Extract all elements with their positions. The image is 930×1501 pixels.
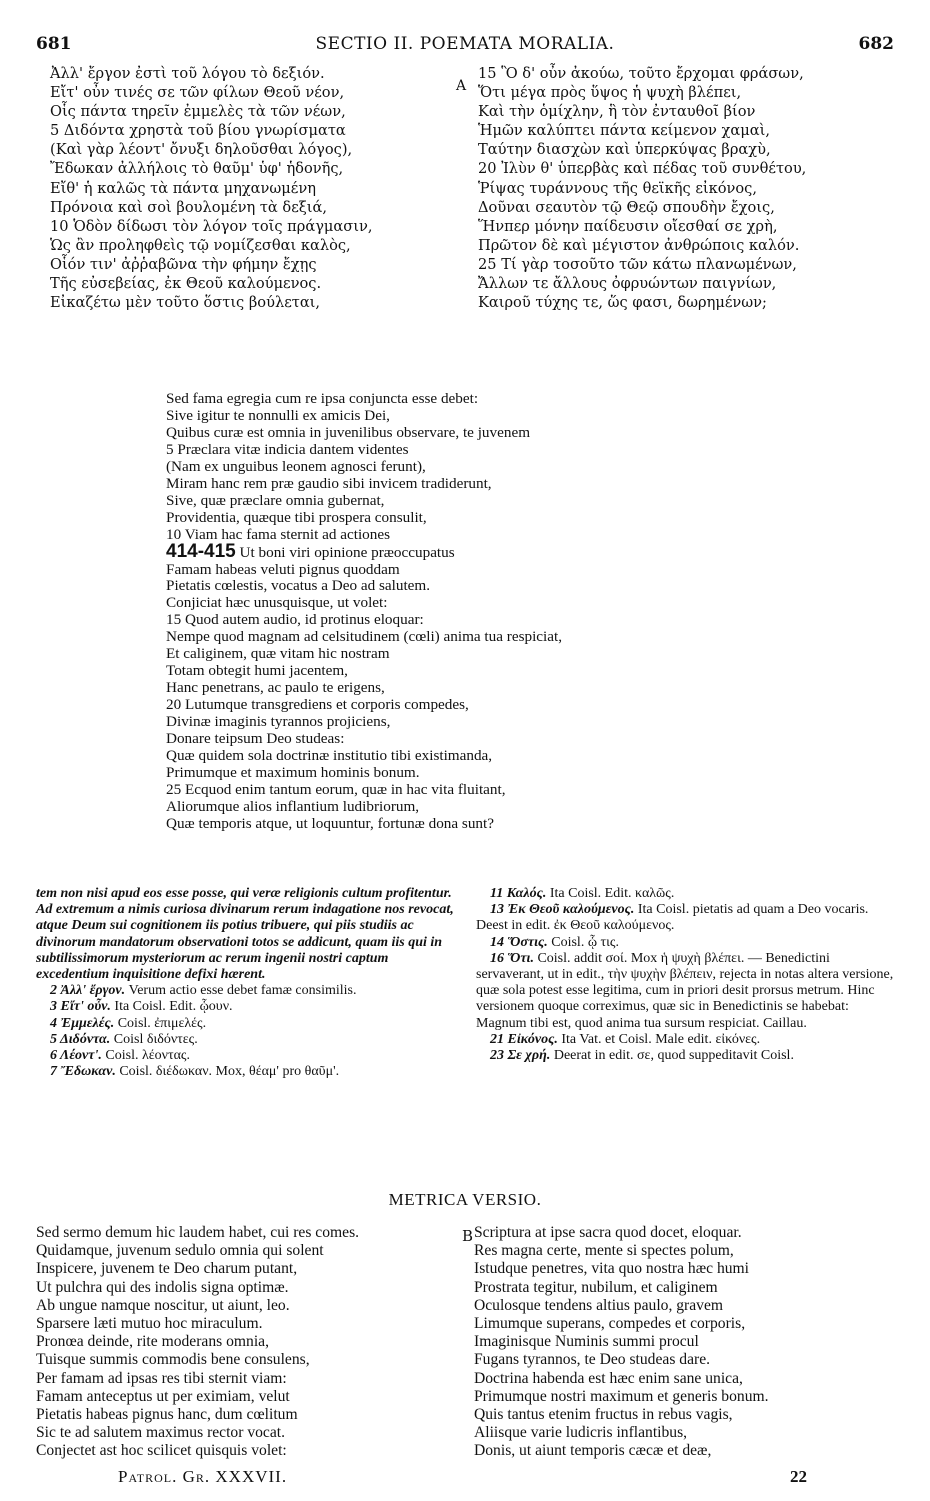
note-lemma: 14 Ὅστις. bbox=[490, 934, 548, 950]
metrica-verse-line: Fugans tyrannos, te Deo studeas dare. bbox=[474, 1351, 711, 1369]
latin-verse-line: 5 Præclara vitæ indicia dantem videntes bbox=[166, 440, 409, 458]
metrica-verse-line: Limumque superans, compedes et corporis, bbox=[474, 1315, 746, 1333]
latin-verse-line: Quæ temporis atque, ut loquuntur, fortunæ dona sunt? bbox=[166, 814, 494, 832]
latin-verse-line: Sed fama egregia cum re ipsa conjuncta esse debet: bbox=[166, 390, 479, 407]
latin-verse-line: 10 Viam hac fama sternit ad actiones bbox=[166, 525, 391, 543]
latin-verse-line: Sive igitur te nonnulli ex amicis Dei, bbox=[166, 406, 390, 424]
note-text: Ita Coisl. pietatis ad quam a Deo vocaris. Deest in edit. ἐκ Θεοῦ καλούμενος. bbox=[476, 902, 869, 934]
greek-verse-line: Ἔδωκαν ἀλλήλοις τὸ θαῦμ' ὑφ' ἡδονῆς, bbox=[50, 160, 344, 178]
greek-verse-line: 20 Ἰλὺν θ' ὑπερβὰς καὶ πέδας τοῦ συνθέτου, bbox=[478, 160, 807, 178]
latin-verse-line: (Nam ex unguibus leonem agnosci ferunt), bbox=[166, 457, 426, 475]
note-lemma: 4 Ἐμμελές. bbox=[50, 1015, 115, 1031]
metrica-left-column bbox=[36, 1224, 461, 1461]
critical-note bbox=[36, 983, 456, 999]
metrica-verse-line: Pietatis habeas pignus hanc, dum cœlitum bbox=[36, 1406, 298, 1424]
page-number-right: 682 bbox=[858, 34, 894, 54]
metrica-verse-line: Sparsere læti mutuo hoc miraculum. bbox=[36, 1315, 263, 1333]
metrica-versio-heading: METRICA VERSIO. bbox=[388, 1190, 542, 1209]
critical-note bbox=[476, 902, 896, 934]
latin-verse-line: 15 Quod autem audio, id protinus eloquar: bbox=[166, 611, 424, 629]
greek-verse-line: Εἴτ' οὖν τινές σε τῶν φίλων Θεοῦ νέον, bbox=[50, 84, 345, 102]
metrica-verse-line: Quis tantus etenim fructus in rebus vagis, bbox=[474, 1406, 733, 1424]
critical-note bbox=[36, 999, 456, 1015]
latin-verse-line: Nempe quod magnam ad celsitudinem (cœli) anima tua respiciat, bbox=[166, 628, 563, 646]
metrica-verse-line: Ut pulchra qui des indolis signa optimæ. bbox=[36, 1278, 289, 1296]
greek-verse-line: Ὡς ἂν προληφθεὶς τῷ νομίζεσθαι καλὸς, bbox=[50, 236, 351, 254]
note-text: Deerat in edit. σε, quod suppeditavit Coisl. bbox=[550, 1048, 794, 1064]
greek-verse-line: Καὶ τὴν ὁμίχλην, ἣ τὸν ἐνταυθοῖ βίον bbox=[478, 103, 756, 121]
metrica-verse-line: Istudque penetres, vita quo nostra hæc humi bbox=[474, 1260, 749, 1278]
greek-verse-line: Πρῶτον δὲ καὶ μέγιστον ἀνθρώποις καλόν. bbox=[478, 236, 800, 254]
note-lemma: 3 Εἴτ' οὖν. bbox=[50, 999, 111, 1015]
critical-note bbox=[36, 1016, 456, 1032]
note-text: Coisl. λέοντας. bbox=[101, 1048, 190, 1064]
critical-note bbox=[476, 951, 896, 1032]
footer-signature: 22 bbox=[790, 1467, 807, 1486]
greek-text-left-column bbox=[50, 64, 450, 312]
greek-verse-line: Οἷς πάντα τηρεῖν ἐμμελὲς τὰ τῶν νέων, bbox=[50, 103, 346, 121]
metrica-verse-line: Scriptura at ipse sacra quod docet, eloquar. bbox=[474, 1224, 742, 1241]
metrica-verse-line: Per famam ad ipsas res tibi sternit viam: bbox=[36, 1369, 287, 1387]
greek-verse-line: Πρόνοια καὶ σοὶ βουλομένη τὰ δεξιά, bbox=[50, 198, 328, 216]
greek-verse-line: Τῆς εὐσεβείας, ἐκ Θεοῦ καλούμενος. bbox=[50, 275, 322, 293]
metrica-verse-line: Sed sermo demum hic laudem habet, cui res comes. bbox=[36, 1224, 360, 1241]
note-lemma: 6 Λέοντ'. bbox=[50, 1048, 102, 1064]
greek-verse-line: Εἴθ' ἡ καλῶς τὰ πάντα μηχανωμένη bbox=[50, 179, 316, 197]
greek-verse-line: Οἷόν τιν' ἀῤῥαβῶνα τὴν φήμην ἔχῃς bbox=[50, 255, 317, 273]
page-header bbox=[36, 34, 894, 58]
latin-verse-line: Miram hanc rem præ gaudio sibi invicem tradiderunt, bbox=[166, 474, 492, 492]
latin-verse-line: Aliorumque alios inflantium ludibriorum, bbox=[166, 797, 420, 815]
metrica-verse-line: Aliisque varie ludicris inflantibus, bbox=[474, 1424, 688, 1442]
latin-verse-line: Totam obtegit humi jacentem, bbox=[166, 662, 348, 680]
migne-page-numbers: 414-415 bbox=[166, 540, 236, 562]
greek-verse-line: 25 Τί γὰρ τοσοῦτο τῶν κάτω πλανωμένων, bbox=[478, 255, 797, 273]
greek-verse-line: Ἥνπερ μόνην παίδευσιν οἴεσθαί σε χρὴ, bbox=[478, 217, 778, 235]
page-number-left: 681 bbox=[36, 34, 72, 54]
latin-verse-line: Quæ quidem sola doctrinæ institutio tibi existimanda, bbox=[166, 747, 493, 765]
latin-verse-line: Et caliginem, quæ vitam hic nostram bbox=[166, 645, 390, 663]
note-intro: tem non nisi apud eos esse posse, qui veræ religionis cultum profitentur. Ad extremum a nimis curiosa divinarum rerum indagatione nos revocat, atque Deum sui cognitionem iis potius tribuere, qui piis studiis ac divinorum mandatorum observationi totos se addicunt, quam iis qui in subtilissimorum mysteriorum ac rerum ingenii nostri captum excedentium inquisitione defixi hærent. bbox=[36, 886, 454, 983]
latin-verse-line: Providentia, quæque tibi prospera consulit, bbox=[166, 508, 427, 526]
greek-verse-line: 5 Διδόντα χρηστὰ τοῦ βίου γνωρίσματα bbox=[50, 122, 346, 140]
note-lemma: 5 Διδόντα. bbox=[50, 1031, 111, 1047]
metrica-verse-line: Sic te ad salutem maximus rector vocat. bbox=[36, 1424, 285, 1442]
metrica-verse-line: Donis, ut aiunt temporis cæcæ et deæ, bbox=[474, 1442, 712, 1460]
note-text: Coisl. διέδωκαν. Mox, θέαμ' pro θαῦμ'. bbox=[115, 1064, 340, 1080]
greek-verse-line: 10 Ὁδὸν δίδωσι τὸν λόγον τοῖς πράγμασιν, bbox=[50, 217, 373, 235]
critical-note bbox=[36, 1032, 456, 1048]
metrica-verse-line: Conjectet ast hoc scilicet quisquis volet: bbox=[36, 1442, 287, 1460]
column-marker-a: A bbox=[456, 78, 467, 94]
greek-verse-line: Καιροῦ τύχης τε, ὥς φασι, δωρημένων; bbox=[478, 294, 767, 312]
latin-verse-line: Sive, quæ præclare omnia gubernat, bbox=[166, 491, 385, 509]
metrica-verse-line: Oculosque tendens altius paulo, gravem bbox=[474, 1296, 724, 1314]
note-text: Coisl. ἐπιμελές. bbox=[114, 1015, 207, 1031]
greek-verse-line: Ὅτι μέγα πρὸς ὕψος ἡ ψυχὴ βλέπει, bbox=[478, 84, 742, 102]
greek-verse-line: Εἰκαζέτω μὲν τοῦτο ὅστις βούλεται, bbox=[50, 294, 321, 312]
greek-verse-line: Ῥίψας τυράννους τῆς θεϊκῆς εἰκόνος, bbox=[478, 179, 757, 197]
greek-verse-line: Δοῦναι σεαυτὸν τῷ Θεῷ σπουδὴν ἔχοις, bbox=[478, 198, 775, 216]
note-lemma: 13 Ἐκ Θεοῦ καλούμενος. bbox=[490, 902, 635, 918]
metrica-verse-line: Famam anteceptus ut per eximiam, velut bbox=[36, 1387, 290, 1405]
note-text: Ita Vat. et Coisl. Male edit. εἰκόνες. bbox=[557, 1031, 761, 1047]
column-marker-b: B bbox=[462, 1227, 474, 1245]
greek-verse-line: Ἀλλ' ἔργον ἐστὶ τοῦ λόγου τὸ δεξιόν. bbox=[50, 65, 325, 82]
critical-note bbox=[476, 1048, 896, 1064]
latin-verse-line-with-page-ref bbox=[166, 540, 562, 562]
note-text: Coisl διδόντες. bbox=[110, 1031, 198, 1047]
note-lemma: 23 Σε χρή. bbox=[490, 1048, 551, 1064]
greek-verse-line: (Καὶ γὰρ λέοντ' ὄνυξι δηλοῦσθαι λόγος), bbox=[50, 141, 353, 159]
latin-verse-line: Divinæ imaginis tyrannos projiciens, bbox=[166, 713, 391, 731]
metrica-verse-line: Ab ungue namque noscitur, ut aiunt, leo. bbox=[36, 1296, 290, 1314]
latin-verse-line: Pietatis cœlestis, vocatus a Deo ad salutem. bbox=[166, 577, 431, 595]
greek-text-right-column bbox=[478, 64, 898, 312]
latin-verse-line: Quibus curæ est omnia in juvenilibus observare, te juvenem bbox=[166, 423, 531, 441]
greek-verse-line: Ταύτην διασχὼν καὶ ὑπερκύψας βραχὺ, bbox=[478, 141, 771, 159]
section-title: SECTIO II. POEMATA MORALIA. bbox=[315, 34, 615, 54]
note-text: Coisl. ᾧ τις. bbox=[547, 934, 619, 950]
greek-verse-line: Ἡμῶν καλύπτει πάντα κείμενον χαμαὶ, bbox=[478, 122, 770, 140]
latin-verse-line: 20 Lutumque transgrediens et corporis compedes, bbox=[166, 696, 469, 714]
latin-verse-line: Hanc penetrans, ac paulo te erigens, bbox=[166, 679, 385, 697]
metrica-verse-line: Inspicere, juvenem te Deo charum putant, bbox=[36, 1260, 298, 1278]
note-lemma: 7 Ἔδωκαν. bbox=[50, 1064, 116, 1080]
metrica-verse-line: Imaginisque Numinis summi procul bbox=[474, 1333, 699, 1351]
latin-verse-line: Famam habeas veluti pignus quoddam bbox=[166, 560, 400, 578]
critical-note bbox=[36, 1064, 456, 1080]
critical-note bbox=[476, 935, 896, 951]
footer-volume-label: Patrol. Gr. XXXVII. bbox=[118, 1467, 288, 1486]
note-text: Verum actio esse debet famæ consimilis. bbox=[125, 983, 357, 999]
metrica-verse-line: Prostrata tegitur, nubilum, et caliginem bbox=[474, 1278, 718, 1296]
latin-line-text: Ut boni viri opinione præoccupatus bbox=[235, 543, 455, 561]
note-lemma: 21 Εἰκόνος. bbox=[490, 1031, 558, 1047]
metrica-verse-line: Primumque nostri maximum et generis bonum. bbox=[474, 1387, 769, 1405]
greek-verse-line: 15 Ὃ δ' οὖν ἀκούω, τοῦτο ἔρχομαι φράσων, bbox=[478, 65, 804, 82]
critical-note bbox=[476, 1032, 896, 1048]
metrica-verse-line: Pronœa deinde, rite moderans omnia, bbox=[36, 1333, 269, 1351]
note-lemma: 16 Ὅτι. bbox=[490, 950, 534, 966]
greek-verse-line: Ἄλλων τε ἄλλους ὀφρυώντων παιγνίων, bbox=[478, 275, 777, 293]
metrica-right-column bbox=[474, 1224, 904, 1461]
critical-note bbox=[476, 886, 896, 902]
latin-verse-line: Donare teipsum Deo studeas: bbox=[166, 730, 345, 748]
metrica-verse-line: Tuisque summis commodis bene consulens, bbox=[36, 1351, 310, 1369]
notes-left-column bbox=[36, 886, 456, 1080]
latin-verse-line: Conjiciat hæc unusquisque, ut volet: bbox=[166, 594, 388, 612]
note-text: Ita Coisl. Edit. ᾧουν. bbox=[110, 999, 233, 1015]
metrica-verse-line: Quidamque, juvenum sedulo omnia qui solent bbox=[36, 1242, 324, 1260]
latin-verse-line: Primumque et maximum hominis bonum. bbox=[166, 763, 420, 781]
metrica-verse-line: Doctrina habenda est hæc enim sane unica, bbox=[474, 1369, 743, 1387]
note-text: Ita Coisl. Edit. καλῶς. bbox=[546, 886, 675, 901]
note-lemma: 11 Καλός. bbox=[490, 886, 547, 901]
note-lemma: 2 Ἀλλ' ἔργον. bbox=[50, 983, 126, 999]
critical-note bbox=[36, 1048, 456, 1064]
latin-verse-line: 25 Ecquod enim tantum eorum, quæ in hac vita fluitant, bbox=[166, 780, 506, 798]
metrica-verse-line: Res magna certe, mente si spectes polum, bbox=[474, 1242, 734, 1260]
latin-translation bbox=[166, 391, 562, 833]
notes-right-column bbox=[476, 886, 896, 1064]
note-text: Coisl. addit σοί. Mox ἡ ψυχὴ βλέπει. — Benedictini servaverant, ut in edit., τὴν ψυχὴν βλέπειν, rejecta in notas altera versione, quæ sola potest esse legitima, cum in priori desit prorsus metrum. Hinc versionem quoque correximus, quæ sic in Benedictinis se habebat: Magnum tibi est, quod anima tua sursum respiciat. Caillau. bbox=[476, 950, 894, 1031]
